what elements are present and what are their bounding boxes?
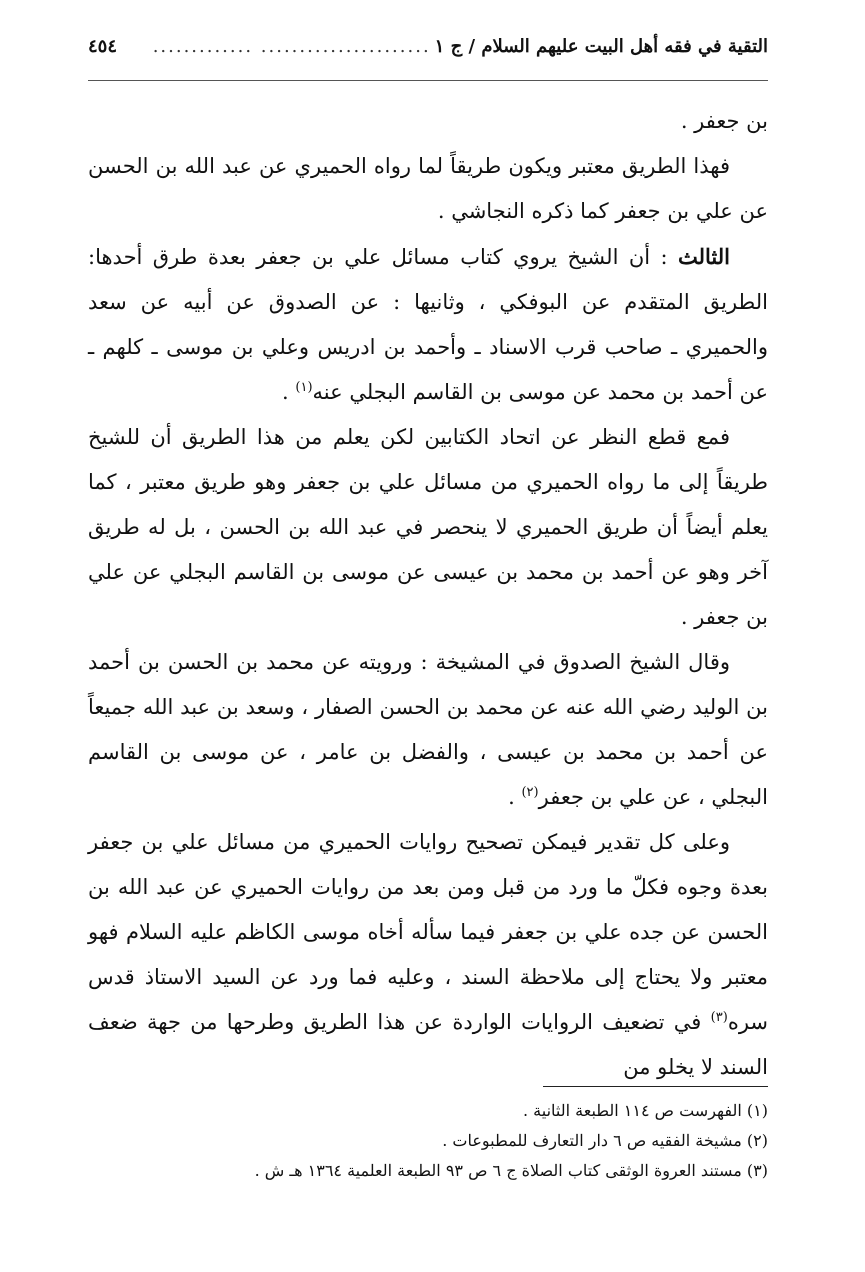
footnote: (٢) مشيخة الفقيه ص ٦ دار التعارف للمطبوعات . bbox=[442, 1131, 768, 1150]
footnote-divider bbox=[543, 1086, 768, 1087]
footnote: (١) الفهرست ص ١١٤ الطبعة الثانية . bbox=[523, 1101, 768, 1120]
footnotes bbox=[88, 1096, 768, 1186]
paragraph-text: فهذا الطريق معتبر ويكون طريقاً لما رواه الحميري عن عبد الله بن الحسن عن علي بن جعفر كما ذكره النجاشي . bbox=[88, 154, 768, 223]
running-header bbox=[88, 36, 768, 81]
footnote-marker[interactable]: (٣) bbox=[710, 1010, 728, 1025]
paragraph-text-end: . bbox=[282, 380, 296, 404]
footnote-marker[interactable]: (٢) bbox=[521, 785, 539, 800]
paragraph bbox=[88, 99, 768, 144]
paragraph bbox=[88, 415, 768, 640]
body-text bbox=[88, 99, 768, 1090]
paragraph bbox=[88, 144, 768, 234]
paragraph bbox=[88, 640, 768, 820]
paragraph-lead: الثالث bbox=[678, 244, 730, 269]
page-number: ٤٥٤ bbox=[88, 36, 118, 57]
paragraph-text: وقال الشيخ الصدوق في المشيخة : ورويته عن محمد بن الحسن بن أحمد بن الوليد رضي الله عنه عن محمد بن الحسن الصفار ، وسعد بن عبد الله جميعاً عن أحمد بن محمد بن عيسى ، والفضل بن عامر ، عن موسى بن القاسم البجلي ، عن علي بن جعفر bbox=[88, 650, 768, 809]
paragraph bbox=[88, 820, 768, 1090]
header-title: التقية في فقه أهل البيت عليهم السلام / ج ١ bbox=[434, 36, 768, 57]
paragraph-text: بن جعفر . bbox=[680, 109, 768, 133]
paragraph-text-end: في تضعيف الروايات الواردة عن هذا الطريق وطرحها من جهة ضعف السند لا يخلو من bbox=[88, 1010, 768, 1079]
book-page bbox=[88, 36, 768, 1236]
footnote: (٣) مستند العروة الوثقى كتاب الصلاة ج ٦ ص ٩٣ الطبعة العلمية ١٣٦٤ هـ ش . bbox=[254, 1161, 768, 1180]
paragraph-text-end: . bbox=[508, 785, 522, 809]
footnote-marker[interactable]: (١) bbox=[295, 380, 313, 395]
paragraph bbox=[88, 234, 768, 415]
header-leader-dots: ...................... ............. bbox=[152, 36, 431, 57]
paragraph-text: فمع قطع النظر عن اتحاد الكتابين لكن يعلم من هذا الطريق أن للشيخ طريقاً إلى ما رواه الحميري من مسائل علي بن جعفر وهو طريق معتبر ، كما يعلم أيضاً أن طريق الحميري لا ينحصر في عبد الله بن الحسن ، بل له طريق آخر وهو عن أحمد بن محمد بن عيسى عن موسى بن القاسم البجلي عن علي بن جعفر . bbox=[88, 425, 768, 629]
paragraph-text: : أن الشيخ يروي كتاب مسائل علي بن جعفر بعدة طرق أحدها: الطريق المتقدم عن البوفكي ، وثانيها : عن الصدوق عن أبيه عن سعد والحميري ـ صاحب قرب الاسناد ـ وأحمد بن ادريس وعلي بن موسى ـ كلهم ـ عن أحمد بن محمد عن موسى بن القاسم البجلي عنه bbox=[88, 245, 768, 404]
paragraph-text: وعلى كل تقدير فيمكن تصحيح روايات الحميري من مسائل علي بن جعفر بعدة وجوه فكلّ ما ورد من قبل ومن بعد من روايات الحميري عن عبد الله بن الحسن عن جده علي بن جعفر فيما سأله أخاه موسى الكاظم عليه السلام فهو معتبر ولا يحتاج إلى ملاحظة السند ، وعليه فما ورد عن السيد الاستاذ قدس سره bbox=[88, 830, 768, 1034]
